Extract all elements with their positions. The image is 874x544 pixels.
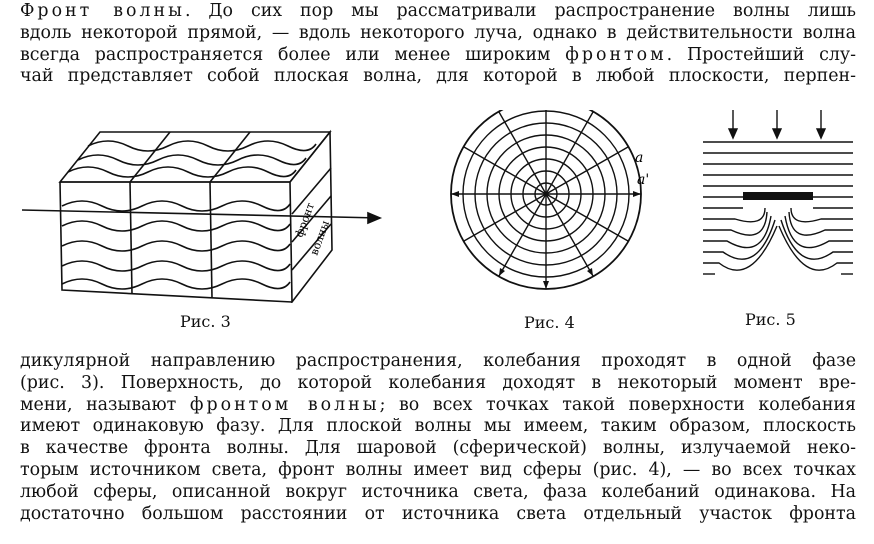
line-text: всегда распространяется более или менее широким	[20, 44, 566, 65]
paragraph-bottom	[20, 351, 856, 525]
line-text: мени, называют	[20, 394, 190, 415]
line-text: дикулярной направлению распространения, колебания проходят в одной фазе	[20, 351, 856, 371]
line-text: имеют одинаковую фазу. Для плоской волны мы имеем, таким образом, плоскость	[20, 416, 856, 437]
line-text: в качестве фронта волны. Для шаровой (сферической) волны, излучаемой неко-	[20, 438, 856, 459]
spaced-term: фронтом	[565, 44, 667, 65]
line-text: достаточно большом расстоянии от источника света отдельный участок фронта	[20, 503, 856, 524]
text-line	[20, 482, 856, 504]
spherical-wave-drawing	[445, 110, 665, 310]
line-text: любой сферы, описанной вокруг источника света, фаза колебаний одинакова. На	[20, 481, 856, 502]
slit-diffraction-drawing	[695, 108, 855, 288]
wave-label: волны	[307, 218, 333, 258]
text-line	[20, 45, 856, 67]
figure-5-caption: Рис. 5	[745, 310, 796, 329]
text-line	[20, 395, 856, 417]
figure-3-caption: Рис. 3	[180, 312, 231, 331]
text-line	[20, 66, 856, 88]
text-line	[20, 504, 856, 526]
text-line	[20, 23, 856, 45]
line-text: вдоль некоторой прямой, — вдоль некоторого луча, однако в действительности волна	[20, 22, 856, 43]
line-text: . Простейший слу-	[666, 44, 856, 65]
text-line	[20, 351, 856, 373]
front-label: фронт	[292, 201, 318, 240]
spaced-term: фронтом волны	[189, 394, 380, 415]
figure-5	[695, 108, 855, 288]
text-line	[20, 373, 856, 395]
figure-4-caption: Рис. 4	[524, 313, 575, 332]
label-a-prime: a'	[637, 172, 650, 188]
label-a: a	[635, 150, 644, 166]
text-line	[20, 416, 856, 438]
line-text: . До сих пор мы рассматривали распространение волны лишь	[184, 1, 856, 21]
text-line	[20, 460, 856, 482]
paragraph-top	[20, 1, 856, 88]
spaced-term: Фронт волны	[20, 1, 185, 21]
slit-screen	[743, 192, 813, 200]
figure-4	[445, 110, 665, 310]
line-text: торым источником света, фронт волны имеет вид сферы (рис. 4), — во всех точках	[20, 459, 856, 480]
line-text: (рис. 3). Поверхность, до которой колебания доходят в некоторый момент вре-	[20, 372, 856, 393]
line-text: ; во всех точках такой поверхности колебания	[379, 394, 856, 415]
text-line	[20, 438, 856, 460]
plane-wave-drawing	[20, 118, 390, 303]
figure-3	[20, 118, 390, 303]
line-text: чай представляет собой плоская волна, для которой в любой плоскости, перпен-	[20, 66, 856, 87]
text-line	[20, 1, 856, 23]
